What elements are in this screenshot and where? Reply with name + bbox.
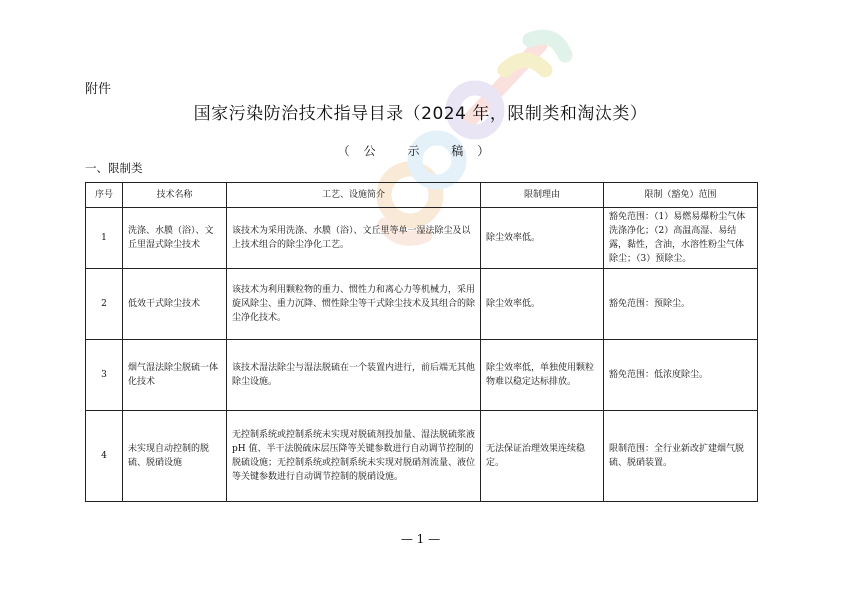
row-number: 4 [86, 411, 123, 502]
document-subtitle: （公 示 稿） [337, 144, 504, 158]
restriction-scope: 豁免范围：预除尘。 [604, 269, 758, 340]
column-header-reason: 限制理由 [481, 183, 604, 208]
table-row [86, 208, 758, 269]
restriction-reason: 除尘效率低。 [481, 269, 604, 340]
page-number: — 1 — [400, 532, 441, 546]
document-title: 国家污染防治技术指导目录（2024 年，限制类和淘汰类） [193, 104, 648, 124]
table-header-row [86, 183, 758, 208]
restriction-reason: 除尘效率低，单独使用颗粒物难以稳定达标排放。 [481, 340, 604, 411]
restriction-reason: 除尘效率低。 [481, 208, 604, 269]
table-row [86, 340, 758, 411]
column-header-no: 序号 [86, 183, 123, 208]
technology-name: 烟气湿法除尘脱硫一体化技术 [123, 340, 227, 411]
technology-name: 未实现自动控制的脱硫、脱硝设施 [123, 411, 227, 502]
table-row [86, 269, 758, 340]
table-row [86, 411, 758, 502]
column-header-description: 工艺、设施简介 [227, 183, 481, 208]
restriction-scope: 豁免范围：（1）易燃易爆粉尘气体洗涤净化；（2）高温高湿、易结露，黏性，含油，水溶性粉尘气体除尘；（3）预除尘。 [604, 208, 758, 269]
column-header-name: 技术名称 [123, 183, 227, 208]
restriction-scope: 豁免范围：低浓度除尘。 [604, 340, 758, 411]
technology-name: 洗涤、水膜（浴）、文丘里湿式除尘技术 [123, 208, 227, 269]
restriction-scope: 限制范围：全行业新改扩建烟气脱硫、脱硝装置。 [604, 411, 758, 502]
technology-catalog-table [85, 182, 758, 502]
technology-name: 低效干式除尘技术 [123, 269, 227, 340]
section-heading: 一、限制类 [85, 161, 143, 175]
technology-description: 该技术湿法除尘与湿法脱硫在一个装置内进行，前后端无其他除尘设施。 [227, 340, 481, 411]
restriction-reason: 无法保证治理效果连续稳定。 [481, 411, 604, 502]
row-number: 2 [86, 269, 123, 340]
attachment-label: 附件 [85, 82, 112, 97]
technology-description: 该技术为利用颗粒物的重力、惯性力和离心力等机械力，采用旋风除尘、重力沉降、惯性除尘等干式除尘技术及其组合的除尘净化技术。 [227, 269, 481, 340]
technology-description: 无控制系统或控制系统未实现对脱硫剂投加量、湿法脱硫浆液 pH 值、半干法脱硫床层压降等关键参数进行自动调节控制的脱硫设施；无控制系统或控制系统未实现对脱硝剂流量、液位等关键参数进行自动调节控制的脱硝设施。 [227, 411, 481, 502]
row-number: 1 [86, 208, 123, 269]
row-number: 3 [86, 340, 123, 411]
technology-description: 该技术为采用洗涤、水膜（浴）、文丘里等单一湿法除尘及以上技术组合的除尘净化工艺。 [227, 208, 481, 269]
column-header-scope: 限制（豁免）范围 [604, 183, 758, 208]
